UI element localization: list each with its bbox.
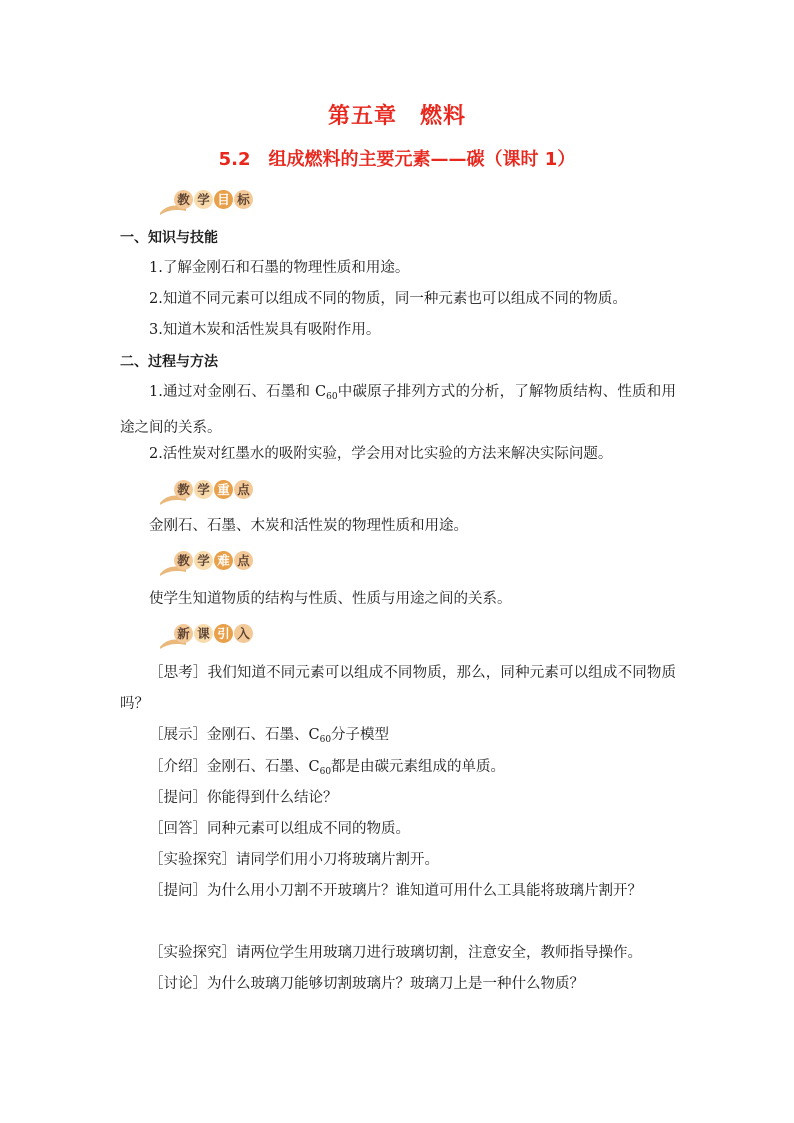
badge-char: 重: [214, 480, 233, 499]
badge-char: 新: [174, 624, 193, 643]
badge-char: 学: [194, 480, 213, 499]
badge-char: 点: [234, 551, 253, 570]
process-heading: 二、过程与方法: [120, 354, 218, 370]
badge-char: 引: [214, 624, 233, 643]
badge-char: 入: [234, 624, 253, 643]
objectives-badge: [160, 189, 280, 215]
difficulties-badge: [160, 550, 280, 576]
badge-char: 点: [234, 480, 253, 499]
badge-char: 课: [194, 624, 213, 643]
badge-char: 学: [194, 551, 213, 570]
key-points-badge: [160, 479, 280, 505]
knowledge-item-2: 2.知道不同元素可以组成不同的物质，同一种元素也可以组成不同的物质。: [149, 291, 627, 307]
process-item-2: 2.活性炭对红墨水的吸附实验，学会用对比实验的方法来解决实际问题。: [149, 446, 613, 462]
badge-char: 难: [214, 551, 233, 570]
key-points-text: 金刚石、石墨、木炭和活性炭的物理性质和用途。: [149, 518, 468, 534]
intro-experiment-1: ［实验探究］请同学们用小刀将玻璃片割开。: [149, 852, 439, 868]
knowledge-heading: 一、知识与技能: [120, 230, 218, 246]
knowledge-item-3: 3.知道木炭和活性炭具有吸附作用。: [149, 322, 381, 338]
intro-question-2: ［提问］为什么用小刀割不开玻璃片？谁知道可用什么工具能将玻璃片割开？: [149, 883, 642, 899]
difficulties-text: 使学生知道物质的结构与性质、性质与用途之间的关系。: [149, 591, 512, 607]
badge-char: 目: [214, 190, 233, 209]
badge-char: 教: [174, 551, 193, 570]
intro-discussion: ［讨论］为什么玻璃刀能够切割玻璃片？玻璃刀上是一种什么物质？: [149, 976, 584, 992]
intro-question-1: ［提问］你能得到什么结论？: [149, 790, 338, 806]
intro-introduce: ［介绍］金刚石、石墨、$C_{60}$都是由碳元素组成的单质。: [149, 759, 506, 777]
process-item-1: 1.通过对金刚石、石墨和 $C_{60}$中碳原子排列方式的分析，了解物质结构、性质和用途之间的关系。: [120, 384, 676, 436]
intro-answer-1: ［回答］同种元素可以组成不同的物质。: [149, 821, 410, 837]
intro-think: ［思考］我们知道不同元素可以组成不同物质，那么，同种元素可以组成不同物质吗？: [120, 665, 676, 712]
badge-char: 教: [174, 480, 193, 499]
badge-char: 学: [194, 190, 213, 209]
intro-experiment-2: ［实验探究］请两位学生用玻璃刀进行玻璃切割，注意安全，教师指导操作。: [149, 945, 642, 961]
section-title: 5.2 组成燃料的主要元素——碳（课时 1）: [218, 149, 576, 170]
introduction-badge: [160, 623, 280, 649]
intro-show: ［展示］金刚石、石墨、$C_{60}$分子模型: [149, 727, 390, 745]
badge-char: 标: [234, 190, 253, 209]
chapter-title: 第五章 燃料: [327, 104, 466, 129]
knowledge-item-1: 1.了解金刚石和石墨的物理性质和用途。: [149, 260, 410, 276]
badge-char: 教: [174, 190, 193, 209]
